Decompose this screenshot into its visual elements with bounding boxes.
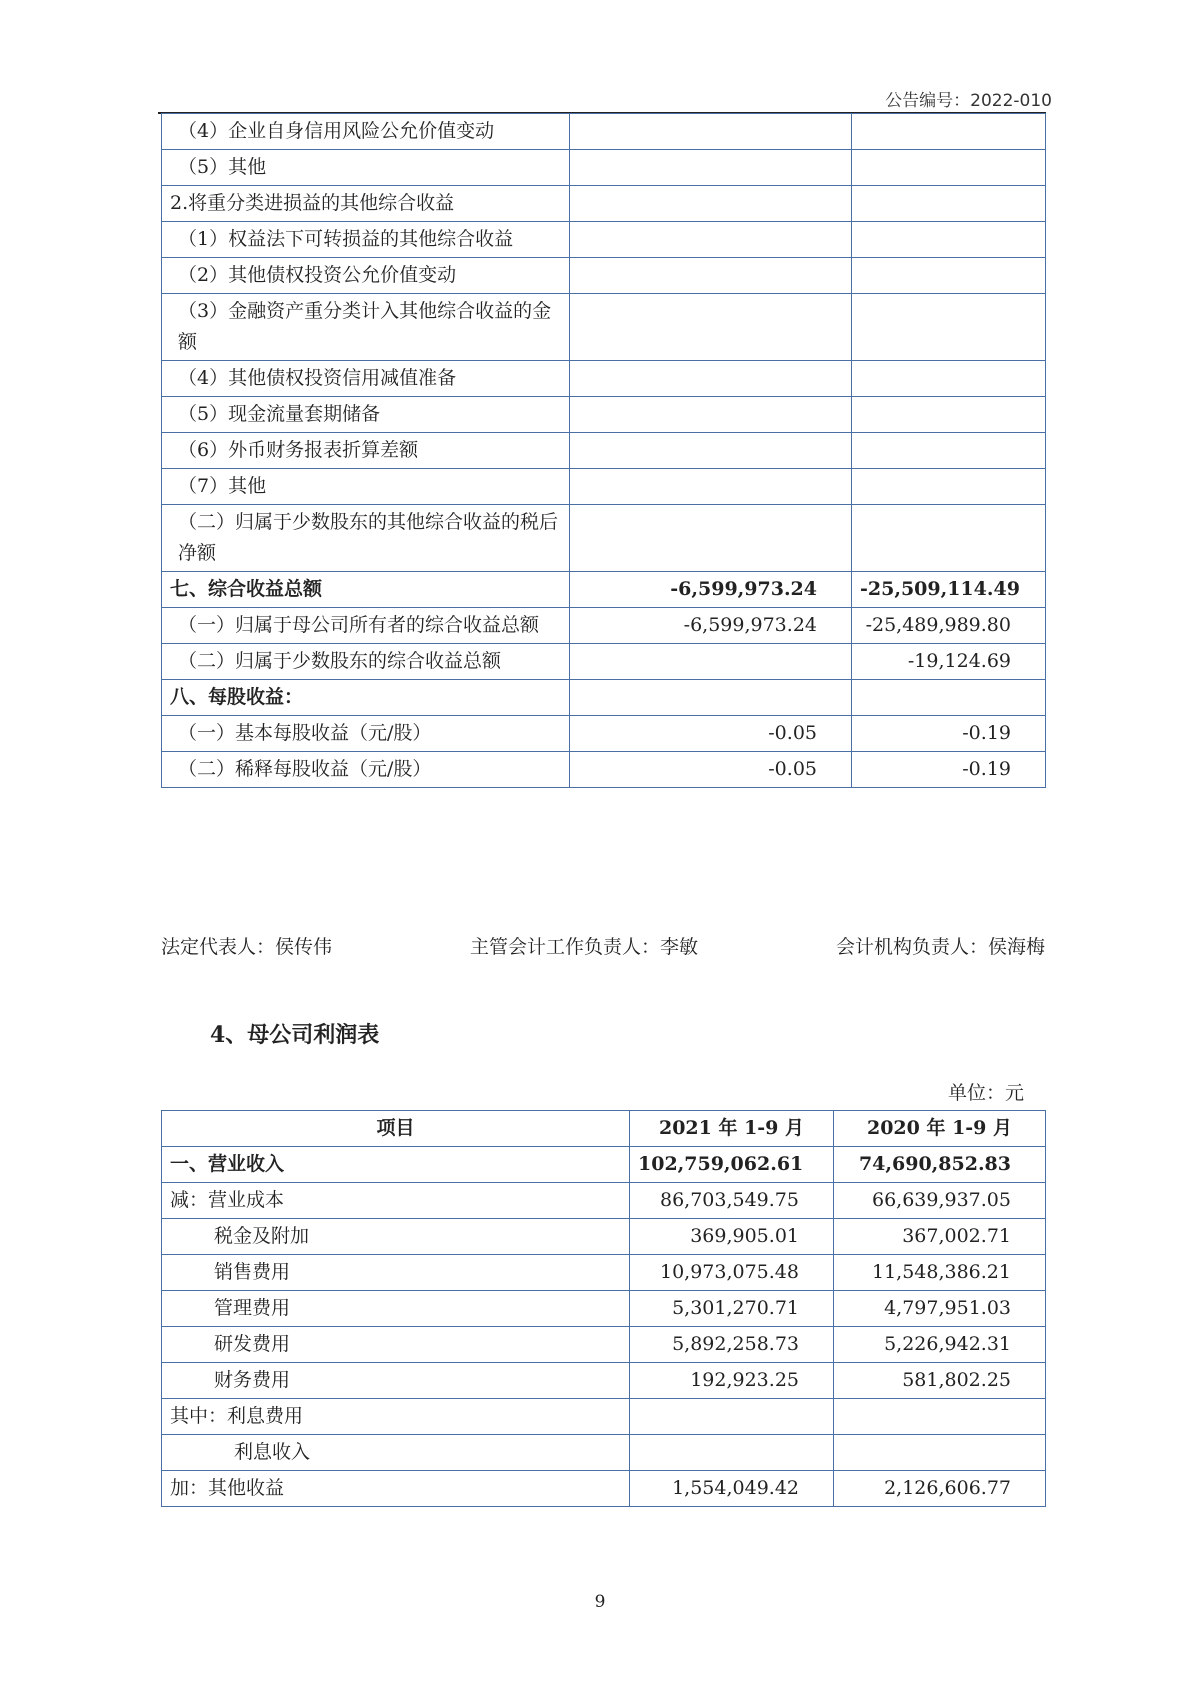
value-prior — [852, 186, 1046, 222]
value-current: 5,892,258.73 — [630, 1327, 834, 1363]
value-prior: -0.19 — [852, 752, 1046, 788]
value-current: 369,905.01 — [630, 1219, 834, 1255]
table-row — [162, 1435, 1046, 1471]
value-current — [570, 186, 852, 222]
row-label: （4）企业自身信用风险公允价值变动 — [162, 114, 570, 150]
row-label: （2）其他债权投资公允价值变动 — [162, 258, 570, 294]
table-row — [162, 1183, 1046, 1219]
value-current — [570, 114, 852, 150]
value-prior: 581,802.25 — [834, 1363, 1046, 1399]
table-row — [162, 608, 1046, 644]
value-current: 192,923.25 — [630, 1363, 834, 1399]
accounting-agency-head: 会计机构负责人：侯海梅 — [835, 936, 1045, 958]
table-row — [162, 258, 1046, 294]
value-current — [570, 680, 852, 716]
legal-representative: 法定代表人：侯传伟 — [161, 936, 333, 958]
unit-label: 单位：元 — [947, 1082, 1024, 1104]
table-row — [162, 505, 1046, 572]
table-row — [162, 680, 1046, 716]
value-prior — [852, 150, 1046, 186]
table-row — [162, 572, 1046, 608]
row-label: （3）金融资产重分类计入其他综合收益的金额 — [162, 294, 570, 361]
comprehensive-income-table-continued — [161, 113, 1046, 788]
table-row — [162, 716, 1046, 752]
row-label: 销售费用 — [162, 1255, 630, 1291]
row-label: 2.将重分类进损益的其他综合收益 — [162, 186, 570, 222]
value-current — [570, 294, 852, 361]
row-label: （二）稀释每股收益（元/股） — [162, 752, 570, 788]
row-label: 一、营业收入 — [162, 1147, 630, 1183]
value-prior: -25,489,989.80 — [852, 608, 1046, 644]
header-item: 项目 — [162, 1111, 630, 1147]
table-row — [162, 644, 1046, 680]
table1-body — [162, 114, 1046, 788]
value-current: 5,301,270.71 — [630, 1291, 834, 1327]
announcement-number: 公告编号：2022-010 — [885, 91, 1052, 111]
table-row — [162, 1291, 1046, 1327]
row-label: （5）现金流量套期储备 — [162, 397, 570, 433]
row-label: （二）归属于少数股东的综合收益总额 — [162, 644, 570, 680]
value-current — [630, 1435, 834, 1471]
value-prior — [852, 258, 1046, 294]
value-current — [570, 644, 852, 680]
value-current — [570, 258, 852, 294]
table-row — [162, 1147, 1046, 1183]
table-row — [162, 1363, 1046, 1399]
value-prior: 66,639,937.05 — [834, 1183, 1046, 1219]
value-prior: 74,690,852.83 — [834, 1147, 1046, 1183]
row-label: （一）归属于母公司所有者的综合收益总额 — [162, 608, 570, 644]
value-current: 102,759,062.61 — [630, 1147, 834, 1183]
table-row — [162, 150, 1046, 186]
row-label: （二）归属于少数股东的其他综合收益的税后净额 — [162, 505, 570, 572]
value-current: -0.05 — [570, 716, 852, 752]
value-current: 86,703,549.75 — [630, 1183, 834, 1219]
value-current: -0.05 — [570, 752, 852, 788]
accounting-head: 主管会计工作负责人：李敏 — [469, 936, 698, 958]
value-current: -6,599,973.24 — [570, 608, 852, 644]
value-prior — [834, 1435, 1046, 1471]
row-label: 其中：利息费用 — [162, 1399, 630, 1435]
row-label: （6）外币财务报表折算差额 — [162, 433, 570, 469]
table-row — [162, 469, 1046, 505]
row-label: （7）其他 — [162, 469, 570, 505]
value-prior: 4,797,951.03 — [834, 1291, 1046, 1327]
row-label: 财务费用 — [162, 1363, 630, 1399]
table-header-row — [162, 1111, 1046, 1147]
table-row — [162, 1471, 1046, 1507]
page-number: 9 — [594, 1592, 606, 1612]
header-2020: 2020 年 1-9 月 — [834, 1111, 1046, 1147]
table-row — [162, 1327, 1046, 1363]
value-current — [570, 505, 852, 572]
row-label: 研发费用 — [162, 1327, 630, 1363]
value-current — [570, 361, 852, 397]
row-label: 七、综合收益总额 — [162, 572, 570, 608]
value-current — [630, 1399, 834, 1435]
value-current — [570, 397, 852, 433]
value-prior: 5,226,942.31 — [834, 1327, 1046, 1363]
row-label: （4）其他债权投资信用减值准备 — [162, 361, 570, 397]
value-current — [570, 469, 852, 505]
value-current — [570, 222, 852, 258]
value-prior: 11,548,386.21 — [834, 1255, 1046, 1291]
table-row — [162, 397, 1046, 433]
table-row — [162, 1255, 1046, 1291]
table-row — [162, 1399, 1046, 1435]
table-row — [162, 222, 1046, 258]
value-prior: -19,124.69 — [852, 644, 1046, 680]
value-prior — [852, 680, 1046, 716]
value-prior: 2,126,606.77 — [834, 1471, 1046, 1507]
value-current: 10,973,075.48 — [630, 1255, 834, 1291]
value-prior: -0.19 — [852, 716, 1046, 752]
table-row — [162, 361, 1046, 397]
table2-body — [162, 1147, 1046, 1507]
row-label: 减：营业成本 — [162, 1183, 630, 1219]
value-current: 1,554,049.42 — [630, 1471, 834, 1507]
row-label: 加：其他收益 — [162, 1471, 630, 1507]
table-row — [162, 1219, 1046, 1255]
table-row — [162, 752, 1046, 788]
value-prior — [852, 433, 1046, 469]
row-label: 管理费用 — [162, 1291, 630, 1327]
value-current: -6,599,973.24 — [570, 572, 852, 608]
row-label: （一）基本每股收益（元/股） — [162, 716, 570, 752]
table-row — [162, 186, 1046, 222]
value-prior — [852, 397, 1046, 433]
value-prior — [852, 469, 1046, 505]
value-prior — [852, 505, 1046, 572]
section-title: 4、母公司利润表 — [210, 1022, 380, 1048]
table-row — [162, 433, 1046, 469]
value-prior: 367,002.71 — [834, 1219, 1046, 1255]
row-label: 税金及附加 — [162, 1219, 630, 1255]
row-label: 利息收入 — [162, 1435, 630, 1471]
table-row — [162, 294, 1046, 361]
value-prior — [852, 222, 1046, 258]
row-label: （5）其他 — [162, 150, 570, 186]
row-label: （1）权益法下可转损益的其他综合收益 — [162, 222, 570, 258]
value-current — [570, 433, 852, 469]
parent-income-statement-table — [161, 1110, 1046, 1507]
header-2021: 2021 年 1-9 月 — [630, 1111, 834, 1147]
value-prior — [852, 114, 1046, 150]
value-current — [570, 150, 852, 186]
value-prior — [852, 294, 1046, 361]
value-prior: -25,509,114.49 — [852, 572, 1046, 608]
value-prior — [852, 361, 1046, 397]
table-row — [162, 114, 1046, 150]
value-prior — [834, 1399, 1046, 1435]
row-label: 八、每股收益： — [162, 680, 570, 716]
signature-line — [161, 932, 1045, 959]
